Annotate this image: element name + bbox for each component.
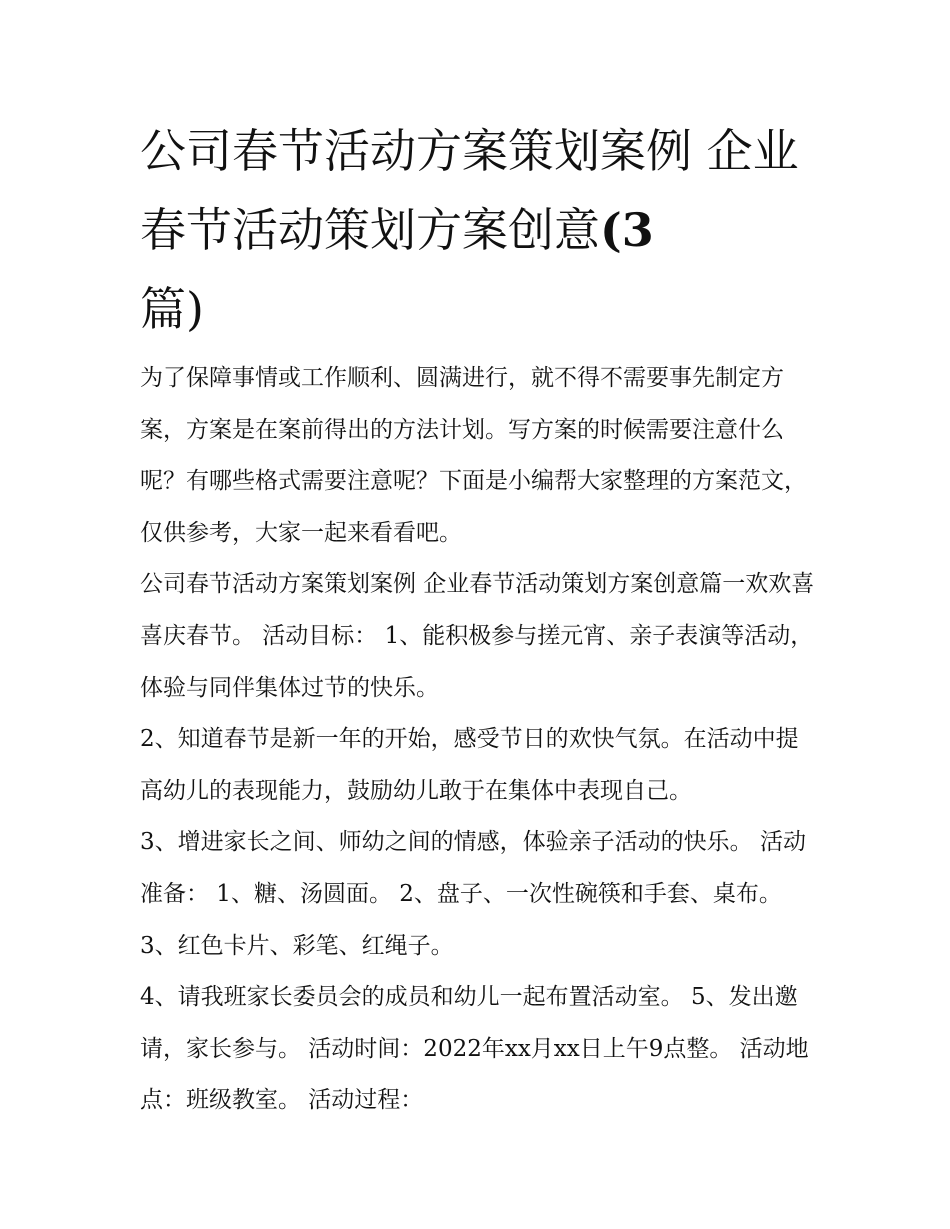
- body-paragraph: 3、增进家长之间、师幼之间的情感，体验亲子活动的快乐。 活动准备： 1、糖、汤圆面。 2、盘子、一次性碗筷和手套、桌布。 3、红色卡片、彩笔、红绳子。: [140, 829, 806, 959]
- document-body: [140, 353, 820, 1127]
- title-text: 公司春节活动方案策划案例 企业春节活动策划方案创意: [140, 124, 799, 257]
- body-paragraph: 4、请我班家长委员会的成员和幼儿一起布置活动室。 5、发出邀请，家长参与。 活动时间：2022年xx月xx日上午9点整。 活动地点：班级教室。 活动过程：: [140, 984, 809, 1114]
- document-title: [140, 112, 815, 349]
- title-count-suffix: 篇): [140, 282, 204, 336]
- intro-paragraph: 为了保障事情或工作顺利、圆满进行，就不得不需要事先制定方案，方案是在案前得出的方法计划。写方案的时候需要注意什么呢？有哪些格式需要注意呢？下面是小编帮大家整理的方案范文，仅供参考，大家一起来看看吧。: [140, 365, 807, 546]
- title-count: (3: [600, 203, 654, 257]
- body-paragraph: 公司春节活动方案策划案例 企业春节活动策划方案创意篇一欢欢喜喜庆春节。 活动目标： 1、能积极参与搓元宵、亲子表演等活动，体验与同伴集体过节的快乐。: [140, 571, 815, 701]
- body-paragraph: 2、知道春节是新一年的开始，感受节日的欢快气氛。在活动中提高幼儿的表现能力，鼓励幼儿敢于在集体中表现自己。: [140, 726, 799, 804]
